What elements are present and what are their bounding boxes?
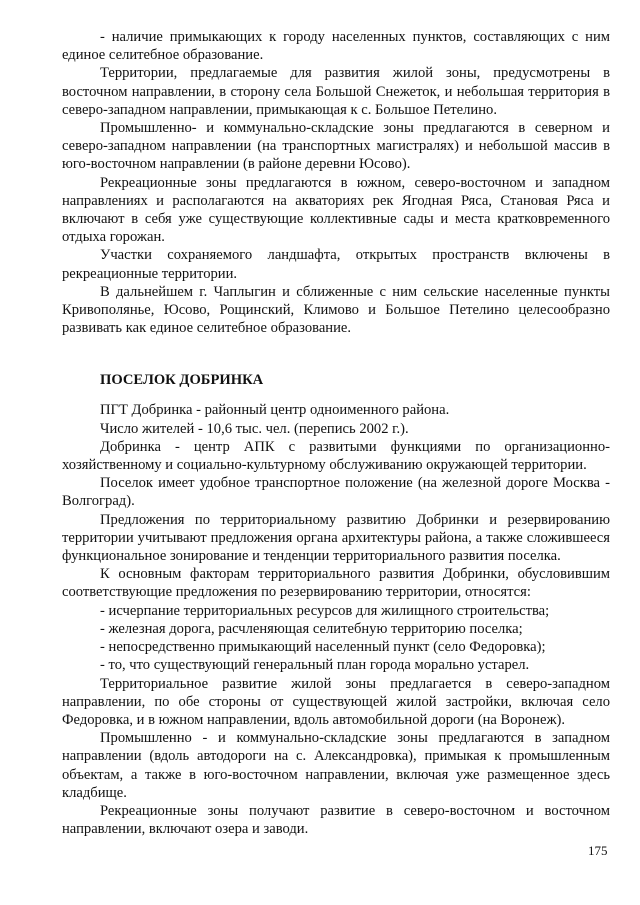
paragraph: - наличие примыкающих к городу населенных пунктов, составляющих с ним единое селитебное образование. bbox=[62, 29, 610, 64]
list-item: - непосредственно примыкающий населенный пункт (село Федоровка); bbox=[100, 639, 546, 656]
heading-spacer bbox=[62, 389, 610, 401]
paragraph: Добринка - центр АПК с развитыми функциями по организационно-хозяйственному и социально-культурному обслуживанию окружающей территории. bbox=[62, 438, 610, 474]
paragraph: ПГТ Добринка - районный центр одноименного района. bbox=[100, 402, 450, 419]
paragraph: Рекреационные зоны предлагаются в южном, северо-восточном и западном направлениях и располагаются на акваториях рек Ягодная Ряса, Становая Ряса и включают в себя уже существующие коллективные сады и места кратковременного отдыха горожан. bbox=[62, 174, 610, 246]
paragraph: Промышленно- и коммунально-складские зоны предлагаются в северном и северо-западном направлении (на транспортных магистралях) и небольшой массив в юго-восточном направлении (в районе деревни Юсово). bbox=[62, 120, 610, 173]
paragraph: В дальнейшем г. Чаплыгин и сближенные с ним сельские населенные пункты Кривополянье, Юсово, Рощинский, Климово и Большое Петелино целесообразно развивать как единое селитебное образование. bbox=[62, 283, 610, 337]
paragraph: Предложения по территориальному развитию Добринки и резервированию территории учитывают предложения органа архитектуры района, а также сложившееся функциональное зонирование и тенденции территориального развития поселка. bbox=[62, 511, 610, 565]
paragraph: Территории, предлагаемые для развития жилой зоны, предусмотрены в восточном направлении, в сторону села Большой Снежеток, и небольшая территория в северо-западном направлении, примыкающая к с. Большое Петелино. bbox=[62, 65, 610, 118]
document-body bbox=[62, 28, 610, 838]
paragraph: Участки сохраняемого ландшафта, открытых пространств включены в рекреационные территории. bbox=[62, 247, 610, 282]
paragraph: Число жителей - 10,6 тыс. чел. (перепись 2002 г.). bbox=[100, 420, 409, 437]
section-heading: ПОСЕЛОК ДОБРИНКА bbox=[100, 372, 264, 389]
paragraph: Промышленно - и коммунально-складские зоны предлагаются в западном направлении (вдоль автодороги на с. Александровка), примыкая к промышленным объектам, а также в юго-восточном направлении, включая уже размещенное здесь кладбище. bbox=[62, 730, 610, 801]
list-item: - железная дорога, расчленяющая селитебную территорию поселка; bbox=[100, 620, 523, 637]
section-spacer bbox=[62, 337, 610, 371]
list-item: - то, что существующий генеральный план города морально устарел. bbox=[100, 657, 530, 674]
paragraph: Территориальное развитие жилой зоны предлагается в северо-западном направлении, по обе стороны от существующей жилой застройки, включая село Федоровка, и в южном направлении, вдоль автомобильной дороги (на Воронеж). bbox=[62, 675, 610, 728]
list-item: - исчерпание территориальных ресурсов для жилищного строительства; bbox=[100, 602, 550, 619]
paragraph: Поселок имеет удобное транспортное положение (на железной дороге Москва - Волгоград). bbox=[62, 475, 610, 510]
paragraph: К основным факторам территориального развития Добринки, обусловившим соответствующие предложения по резервированию территории, относятся: bbox=[62, 566, 610, 601]
paragraph: Рекреационные зоны получают развитие в северо-восточном и восточном направлении, включают озера и заводи. bbox=[62, 802, 610, 838]
page-number: 175 bbox=[588, 843, 608, 858]
